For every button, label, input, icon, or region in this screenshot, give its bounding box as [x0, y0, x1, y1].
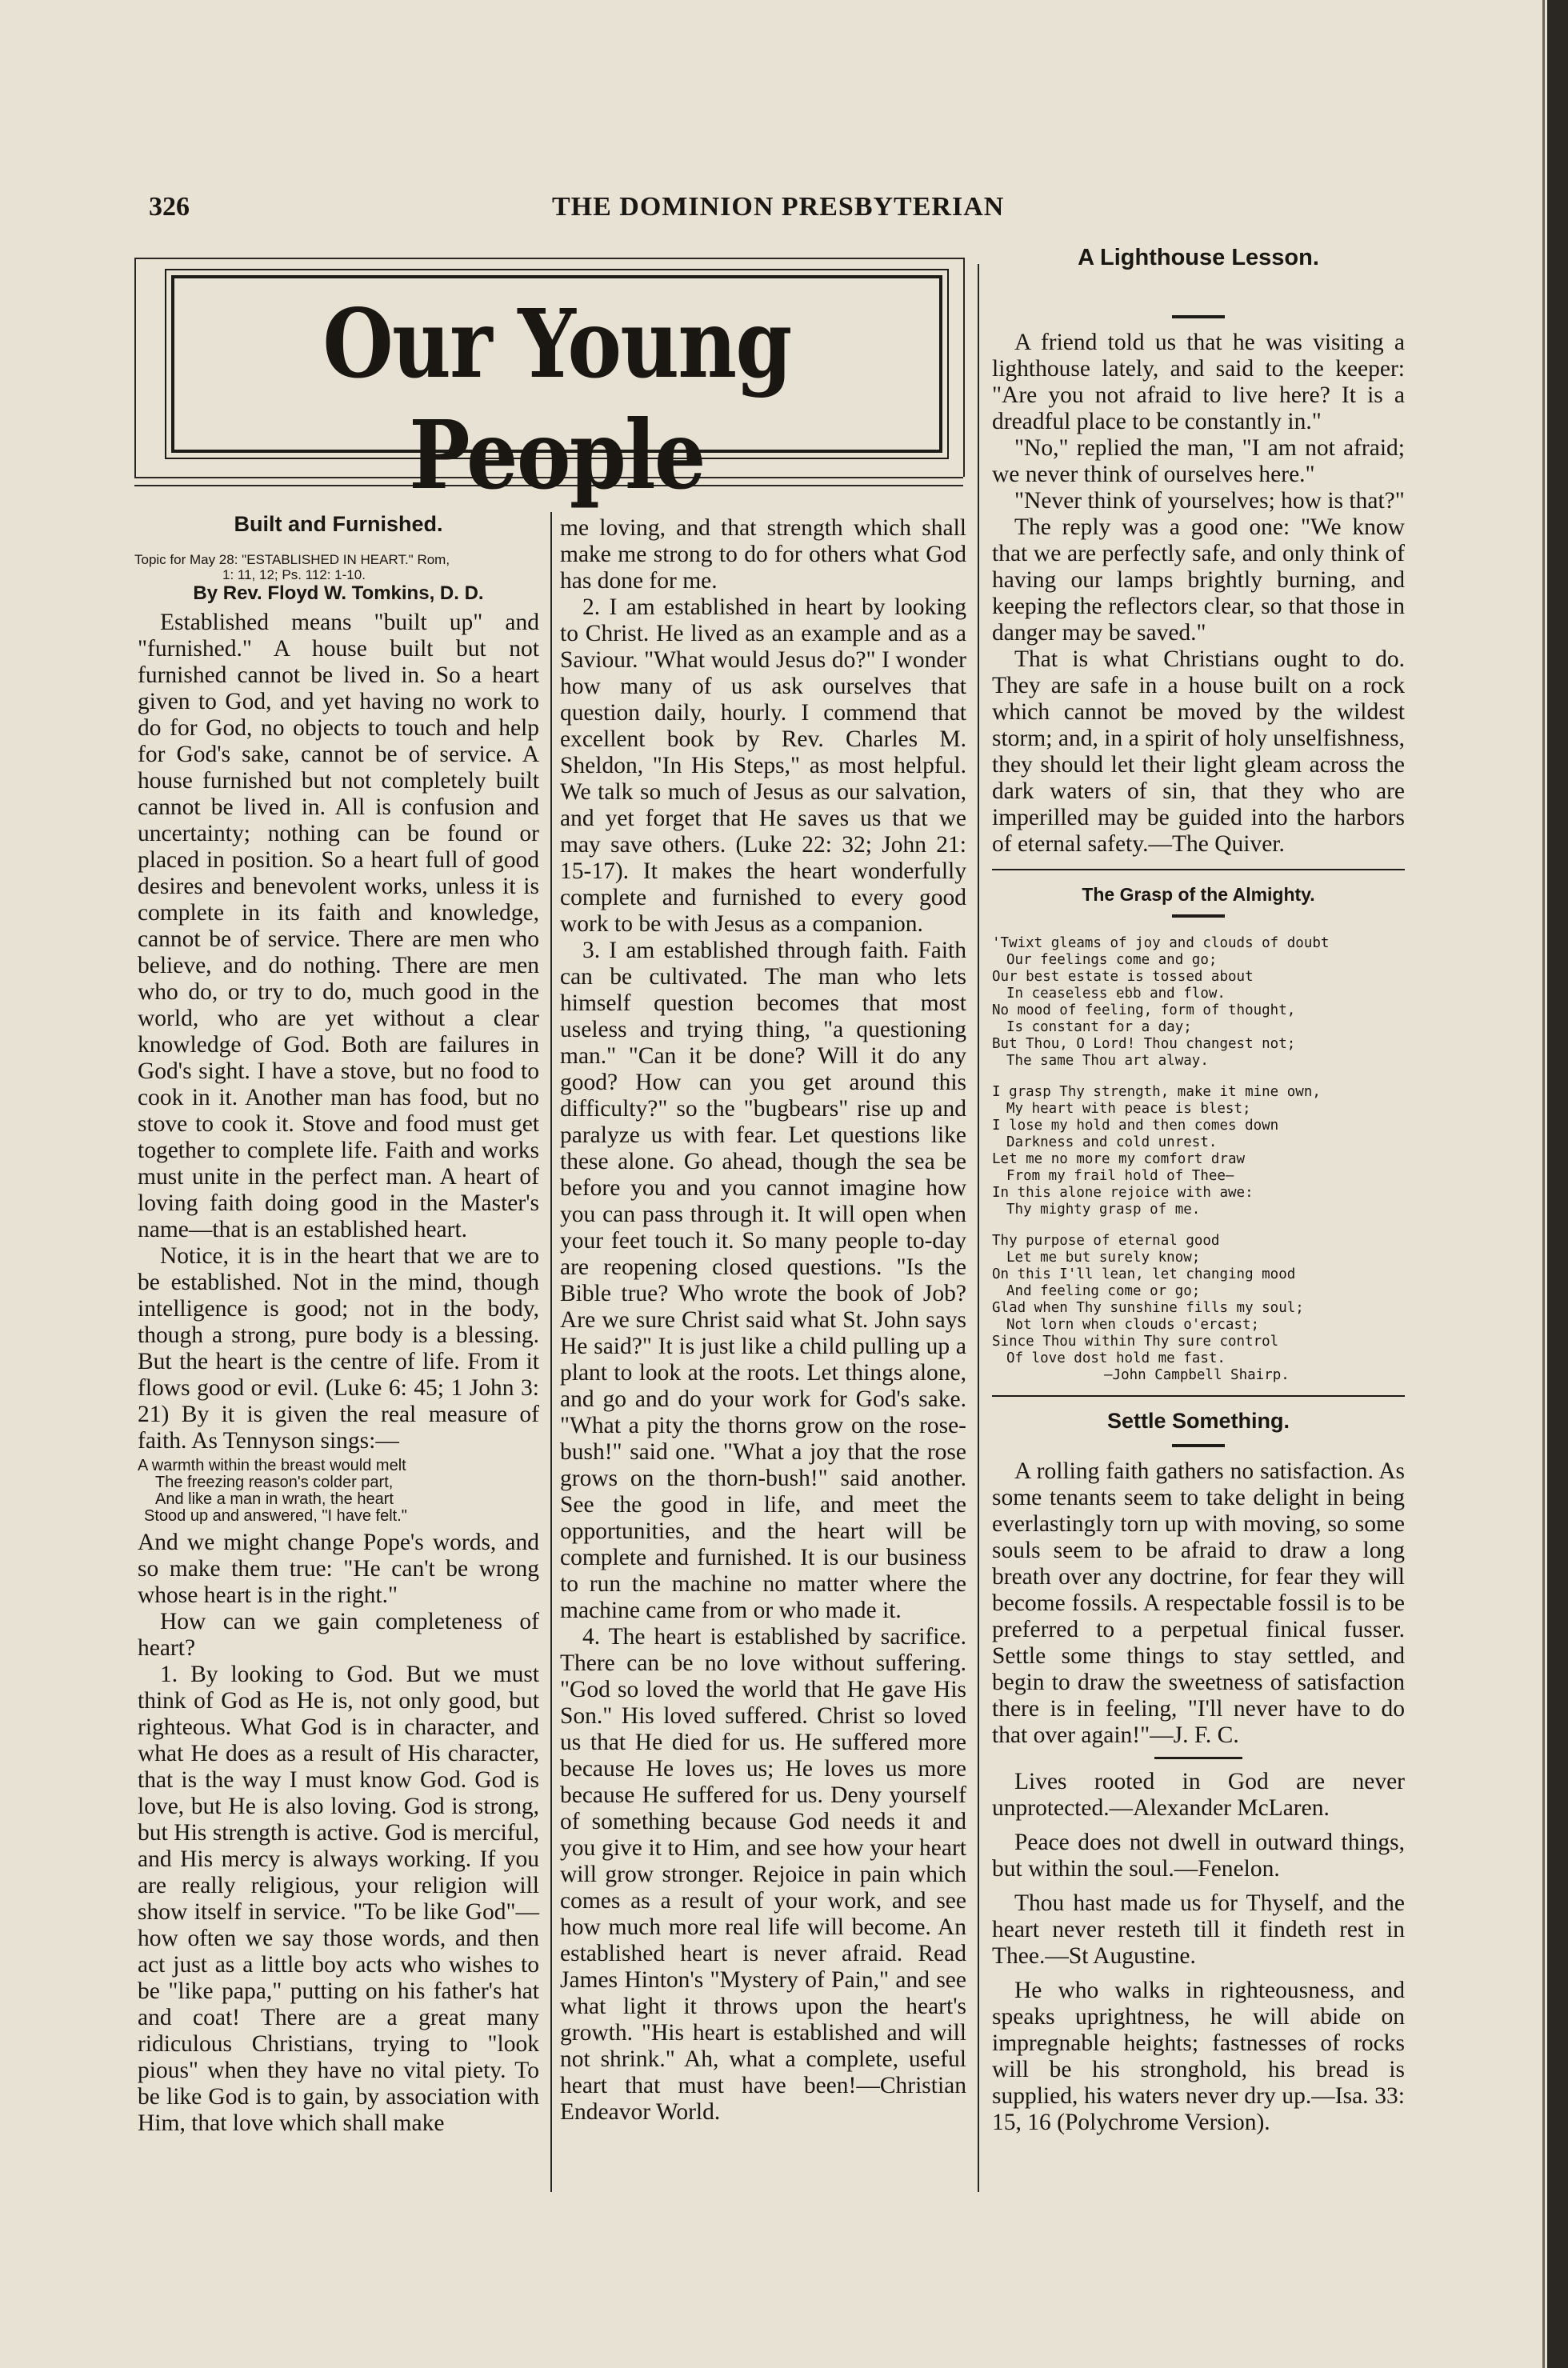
quote-line: And like a man in wrath, the heart [155, 1490, 394, 1508]
quote-line: Stood up and answered, "I have felt." [144, 1507, 407, 1525]
poem-line: Let me no more my comfort draw [992, 1151, 1246, 1167]
poem-line: But Thou, O Lord! Thou changest not; [992, 1036, 1296, 1052]
poem-line: Thy purpose of eternal good [992, 1233, 1220, 1249]
paragraph: 4. The heart is established by sacrifice. There can be no love without suffering. "God so loved the world that He gave His Son." His loved suffered. Christ so loved us that He died for us. He suffered more because He loves us; He loves us more because He suffered for us. Deny yourself of something because God needs it and you give it to Him, and see how your heart will grow stronger. Rejoice in pain which comes as a result of your work, and see how much more real life will become. An established heart is never afraid. Read James Hinton's "Mystery of Pain," and see what light it throws upon the heart's growth. "His heart is established and will not shrink." Ah, what a complete, useful heart that must have been!—Christian Endeavor World. [560, 1624, 966, 2125]
poem-stanza [992, 1233, 1405, 1384]
paragraph: Notice, it is in the heart that we are to be established. Not in the mind, though intelligence is good; not in the body, though a strong, pure body is a blessing. But the heart is the centre of life. From it flows good or evil. (Luke 6: 45; 1 John 3: 21) By it is given the real measure of faith. As Tennyson sings:— [138, 1243, 539, 1454]
column-left [138, 610, 539, 2137]
page-edge [1547, 0, 1568, 2368]
column-rule-left [550, 512, 552, 2192]
poem-title: The Grasp of the Almighty. [1082, 884, 1315, 905]
poem-line: Our feelings come and go; [1006, 952, 1218, 968]
paragraph: "No," replied the man, "I am not afraid; we never think of ourselves here." [992, 435, 1405, 487]
paragraph: A friend told us that he was visiting a lighthouse lately, and said to the keeper: "Are you not afraid to live here? It is a dreadful place to be constantly in." [992, 330, 1405, 434]
poem-line: I grasp Thy strength, make it mine own, [992, 1084, 1321, 1100]
section-rule [992, 869, 1405, 870]
tennyson-quote [138, 1458, 539, 1525]
topic-line-1: Topic for May 28: "ESTABLISHED IN HEART." Rom, [134, 552, 450, 567]
paragraph: The reply was a good one: "We know that we are perfectly safe, and only think of having our lamps brightly burning, and keeping the reflectors clear, so that those in danger may be saved." [992, 514, 1405, 646]
article-title-built: Built and Furnished. [234, 512, 443, 536]
column-right [992, 306, 1405, 2136]
column-rule-right [978, 264, 979, 2192]
poem-line: Let me but surely know; [1006, 1250, 1201, 1266]
poem-attribution: —John Campbell Shairp. [1104, 1367, 1290, 1383]
topic-line [134, 552, 542, 582]
poem-stanza [992, 1084, 1405, 1218]
poem-line: On this I'll lean, let changing mood [992, 1266, 1296, 1282]
topic-line-2: 1: 11, 12; Ps. 112: 1-10. [222, 567, 366, 582]
paragraph: Established means "built up" and "furnished." A house built but not furnished cannot be lived in. So a heart given to God, and yet having no work to do for God, no objects to touch and help for God's sake, cannot be of service. A house furnished but not completely built cannot be lived in. All is confusion and uncertainty; nothing can be found or placed in position. So a heart full of good desires and benevolent works, unless it is complete in its faith and knowledge, cannot be of service. There are men who believe, and do nothing. There are men who do, or try to do, much good in the world, who are yet without a clear knowledge of God. Both are failures in God's sight. I have a stove, but no food to cook in it. Another man has food, but no stove to cook it. Stove and food must get together to complete life. Faith and works must unite in the perfect man. A heart of loving faith doing good in the Master's name—that is an established heart. [138, 610, 539, 1242]
title-rule [1172, 1444, 1225, 1447]
poem-line: In this alone rejoice with awe: [992, 1185, 1254, 1201]
poem-line: Is constant for a day; [1006, 1019, 1192, 1035]
paragraph: A rolling faith gathers no satisfaction. As some tenants seem to take delight in being everlastingly torn up with moving, so some souls seem to be afraid to draw a long breath over any doctrine, for fear they will become fossils. A respectable fossil is to be preferred to a perpetual finical fusser. Settle some things to stay settled, and begin to draw the sweetness of satisfaction there is in feeling, "I'll never have to do that over again!"—J. F. C. [992, 1458, 1405, 1748]
poem-line: No mood of feeling, form of thought, [992, 1002, 1296, 1018]
poem-line: In ceaseless ebb and flow. [1006, 986, 1226, 1002]
poem-line: Not lorn when clouds o'ercast; [1006, 1317, 1260, 1333]
poem-line: My heart with peace is blest; [1006, 1101, 1251, 1117]
poem-line: 'Twixt gleams of joy and clouds of doubt [992, 935, 1330, 951]
paragraph: And we might change Pope's words, and so make them true: "He can't be wrong whose heart is in the right." [138, 1530, 539, 1608]
article-title-lighthouse: A Lighthouse Lesson. [1078, 245, 1319, 270]
quote-line: The freezing reason's colder part, [155, 1474, 394, 1491]
poem-stanza [992, 935, 1405, 1070]
poem [992, 935, 1405, 1384]
quote-paragraph: Lives rooted in God are never unprotected.—Alexander McLaren. [992, 1769, 1405, 1821]
poem-line: Thy mighty grasp of me. [1006, 1202, 1201, 1218]
title-rule [1172, 914, 1225, 918]
title-rule [1154, 1757, 1242, 1759]
poem-line: Glad when Thy sunshine fills my soul; [992, 1300, 1304, 1316]
title-rule [1172, 315, 1225, 318]
paragraph: 1. By looking to God. But we must think of God as He is, not only good, but righteous. What God is in character, and what He does as a result of His character, that is the way I must know God. God is love, but He is also loving. God is strong, but His strength is active. God is merciful, and His mercy is always working. If you are really religious, your religion will show itself in service. "To be like God"—how often we say those words, and then act just as a little boy acts who wishes to be "like papa," putting on his father's hat and coat! There are a great many ridiculous Christians, trying to "look pious" when they have no vital piety. To be like God is to gain, by association with Him, that love which shall make [138, 1662, 539, 2136]
column-middle [560, 515, 966, 2126]
poem-line: And feeling come or go; [1006, 1283, 1201, 1299]
paragraph: How can we gain completeness of heart? [138, 1609, 539, 1661]
poem-line: Our best estate is tossed about [992, 969, 1254, 985]
paragraph: "Never think of yourselves; how is that?" [1014, 488, 1405, 514]
byline: By Rev. Floyd W. Tomkins, D. D. [193, 582, 484, 604]
paragraph: me loving, and that strength which shall make me strong to do for others what God has done for me. [560, 515, 966, 594]
quote-paragraph: Thou hast made us for Thyself, and the heart never resteth till it findeth rest in Thee.—St Augustine. [992, 1890, 1405, 1969]
poem-line: From my frail hold of Thee— [1006, 1168, 1234, 1184]
poem-line: Of love dost hold me fast. [1006, 1350, 1226, 1366]
quote-paragraph: He who walks in righteousness, and speaks uprightness, he will abide on impregnable heights; fastnesses of rocks will be his stronghold, his bread is supplied, his waters never dry up.—Isa. 33: 15, 16 (Polychrome Version). [992, 1978, 1405, 2135]
page-number: 326 [149, 192, 190, 222]
paragraph: 2. I am established in heart by looking to Christ. He lived as an example and as a Saviour. "What would Jesus do?" I wonder how many of us ask ourselves that question daily, hourly. I commend that excellent book by Rev. Charles M. Sheldon, "In His Steps," as most helpful. We talk so much of Jesus as our salvation, and yet forget that He saves us that we may save others. (Luke 22: 32; John 21: 15-17). It makes the heart wonderfully complete and furnished to every good work to be with Jesus as a companion. [560, 594, 966, 937]
section-rule [992, 1395, 1405, 1397]
poem-line: The same Thou art alway. [1006, 1053, 1209, 1069]
quote-paragraph: Peace does not dwell in outward things, but within the soul.—Fenelon. [992, 1830, 1405, 1882]
paragraph: That is what Christians ought to do. They are safe in a house built on a rock which cannot be moved by the wildest storm; and, in a spirit of holy unselfishness, they should let their light gleam across the dark waters of sin, that they who are imperilled may be guided into the harbors of eternal safety.—The Quiver. [992, 646, 1405, 857]
running-head: THE DOMINION PRESBYTERIAN [552, 192, 1005, 222]
quote-line: A warmth within the breast would melt [138, 1457, 406, 1474]
banner-title: Our Young People [322, 288, 791, 510]
page-edge-line [1542, 0, 1545, 2368]
poem-line: Since Thou within Thy sure control [992, 1334, 1279, 1350]
article-title-settle: Settle Something. [1106, 1409, 1290, 1433]
poem-line: I lose my hold and then comes down [992, 1118, 1279, 1134]
poem-line: Darkness and cold unrest. [1006, 1134, 1218, 1150]
paragraph: 3. I am established through faith. Faith can be cultivated. The man who lets himself question becomes that most useless and trying thing, "a questioning man." "Can it be done? Will it do any good? How can you get around this difficulty?" so the "bugbears" rise up and paralyze us with fear. Let questions like these alone. Go ahead, though the sea be before you and you cannot imagine how you can pass through it. It will open when your feet touch it. So many people to-day are reopening closed questions. "Is the Bible true? Who wrote the book of Job? Are we sure Christ said what St. John says He said?" It is just like a child pulling up a plant to look at the roots. Let things alone, and go and do your work for God's sake. "What a pity the thorns grow on the rose-bush!" said one. "What a joy that the rose grows on the thorn-bush!" said another. See the good in life, and meet the opportunities, and the heart will be complete and furnished. It is our business to run the machine no matter where the machine came from or who made it. [560, 938, 966, 1623]
